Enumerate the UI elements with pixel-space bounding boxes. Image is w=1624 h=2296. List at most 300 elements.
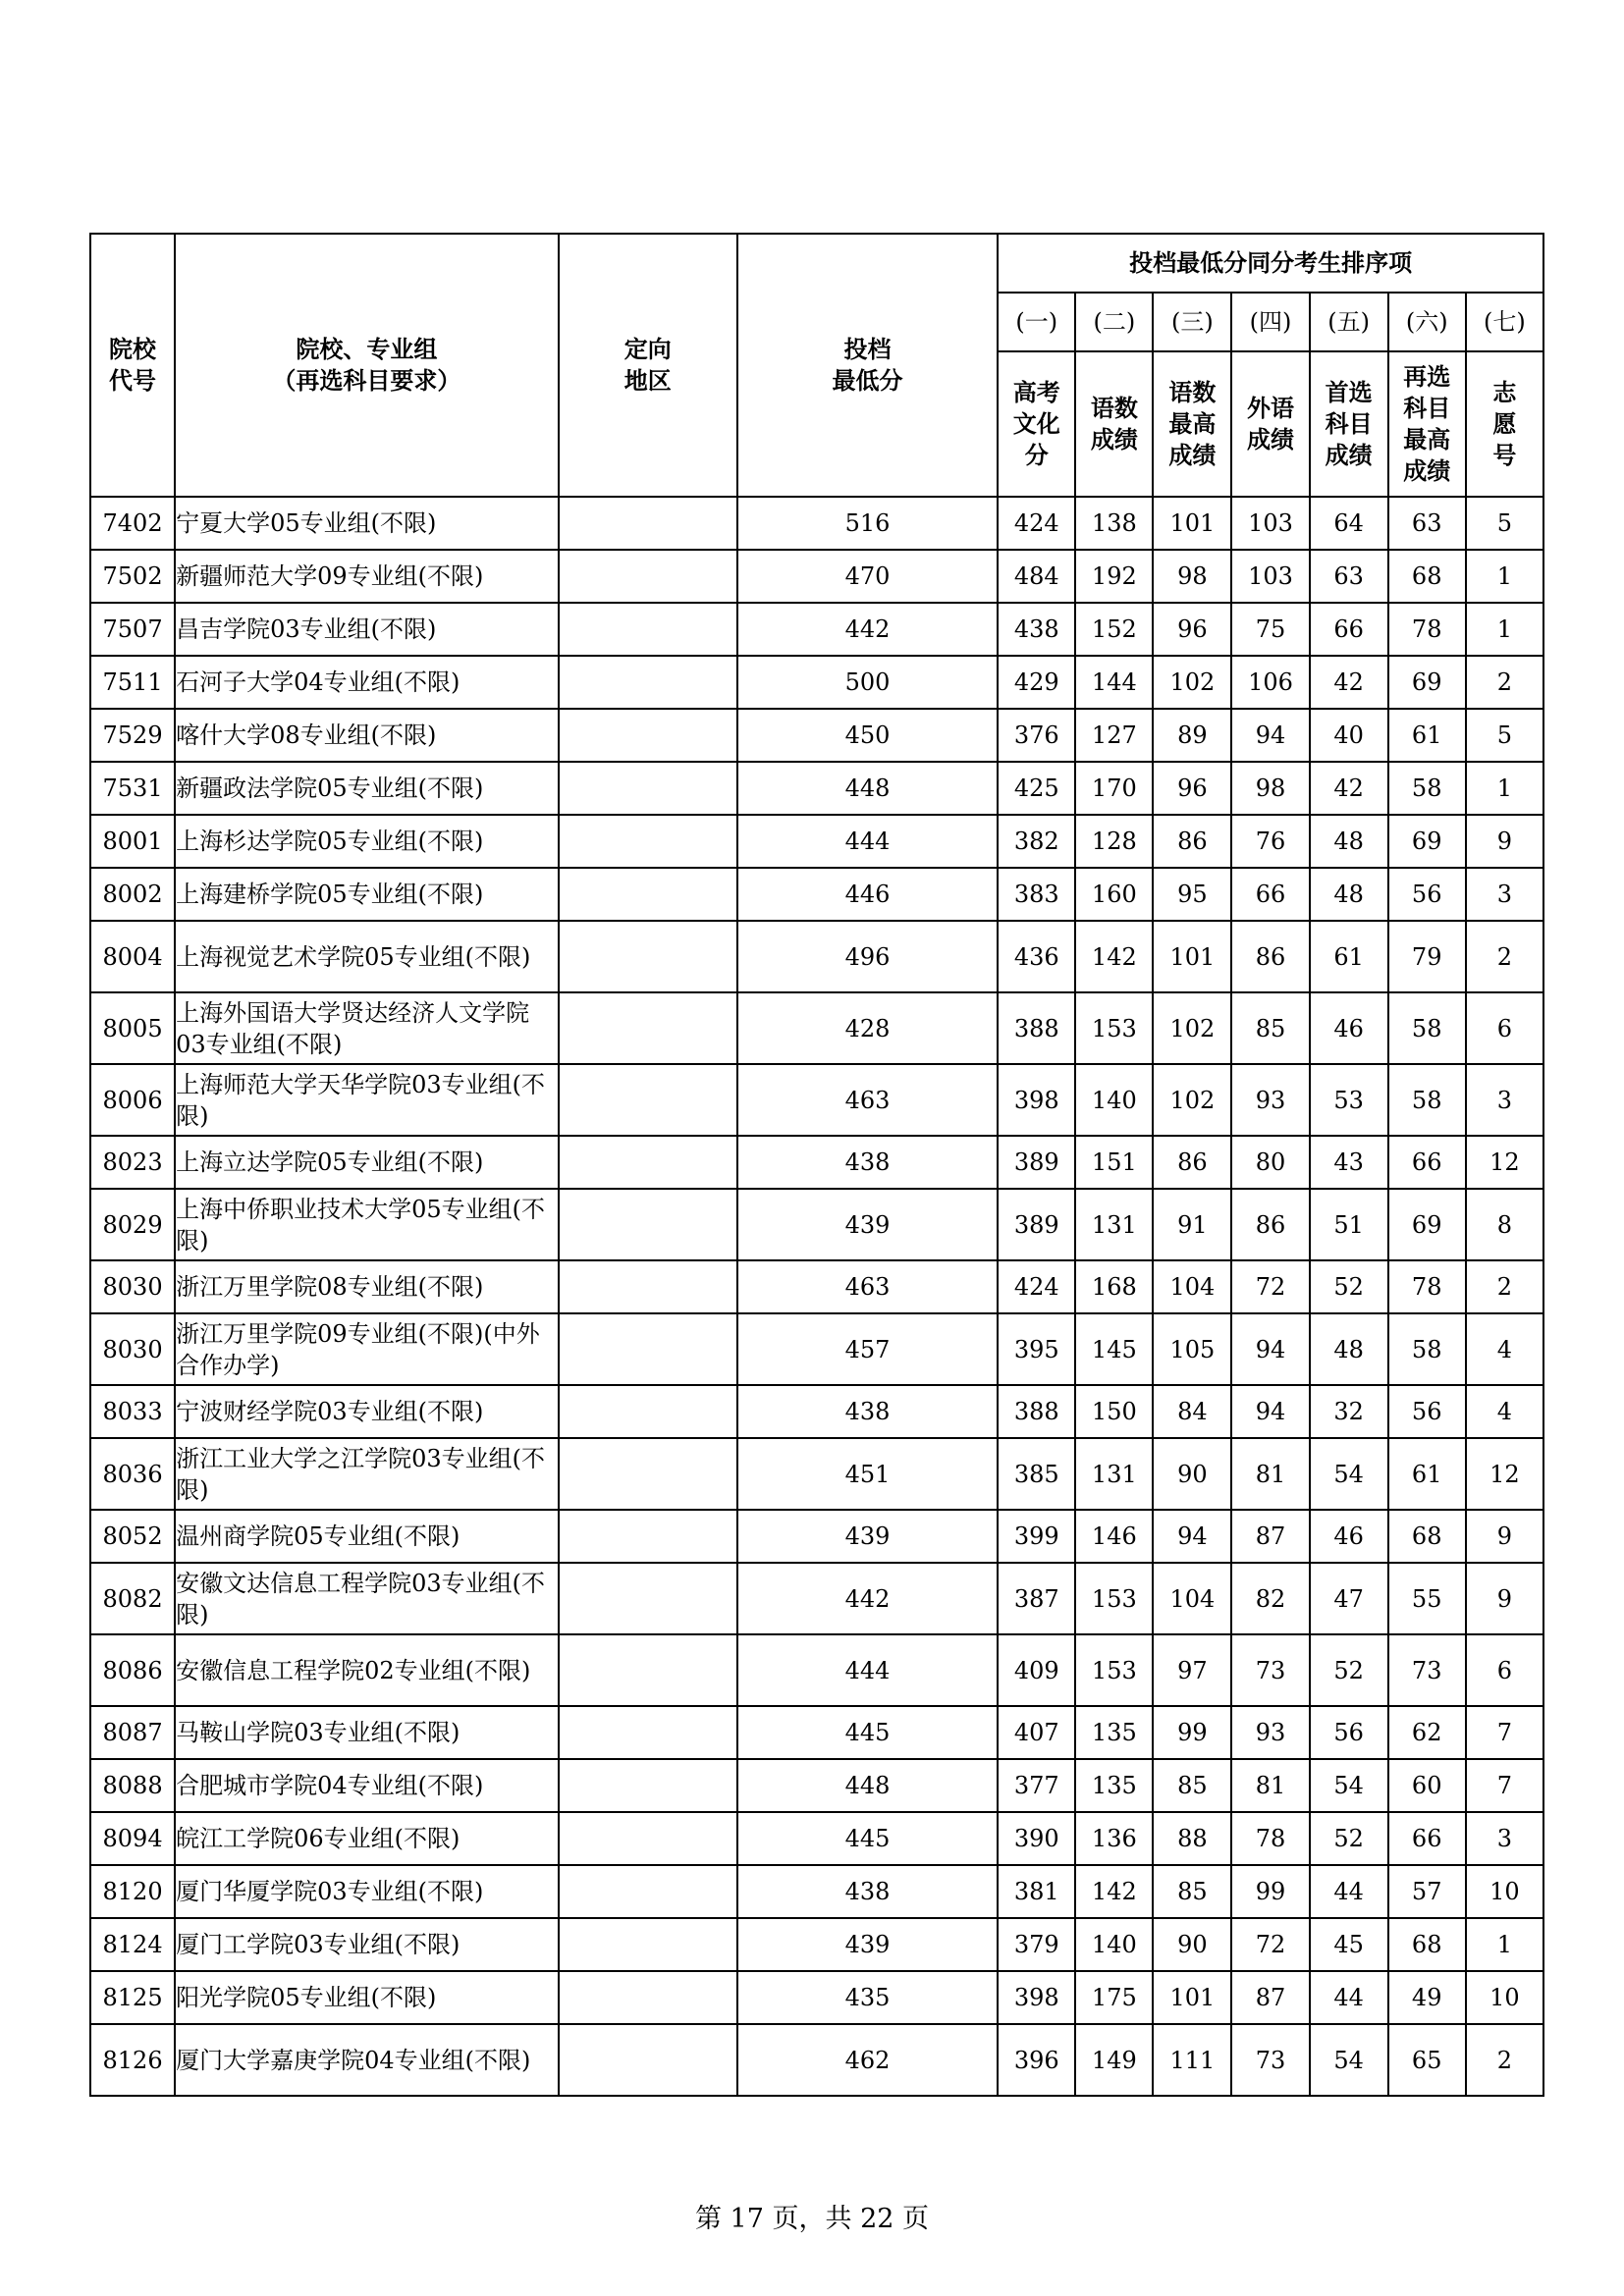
school-group-name-cell: 皖江工学院06专业组(不限) [175, 1812, 559, 1865]
rank-item-cell: 138 [1075, 497, 1153, 550]
table-row [90, 1918, 1543, 1971]
min-score-cell: 446 [737, 868, 998, 921]
rank-item-cell: 54 [1310, 1759, 1388, 1812]
region-cell [559, 815, 737, 868]
rank-item-cell: 4 [1466, 1313, 1543, 1385]
rank-item-cell: 1 [1466, 1918, 1543, 1971]
header-name-line2: （再选科目要求） [272, 367, 461, 395]
school-code-cell: 8023 [90, 1136, 175, 1189]
rank-item-cell: 54 [1310, 1438, 1388, 1510]
rank-item-cell: 66 [1310, 603, 1388, 656]
table-row [90, 1189, 1543, 1260]
rank-item-cell: 104 [1153, 1260, 1231, 1313]
rank-item-cell: 160 [1075, 868, 1153, 921]
school-code-cell: 7529 [90, 709, 175, 762]
region-cell [559, 709, 737, 762]
header-rank-label: 再选 科目 最高 成绩 [1388, 351, 1466, 497]
min-score-cell: 439 [737, 1510, 998, 1563]
min-score-cell: 439 [737, 1918, 998, 1971]
rank-item-cell: 56 [1388, 1385, 1466, 1438]
region-cell [559, 550, 737, 603]
table-row [90, 1385, 1543, 1438]
min-score-cell: 442 [737, 1563, 998, 1634]
rank-item-cell: 40 [1310, 709, 1388, 762]
rank-item-cell: 153 [1075, 1634, 1153, 1706]
school-code-cell: 8126 [90, 2024, 175, 2096]
school-group-name-cell: 阳光学院05专业组(不限) [175, 1971, 559, 2024]
school-code-cell: 7402 [90, 497, 175, 550]
school-code-cell: 8004 [90, 921, 175, 992]
rank-item-cell: 79 [1388, 921, 1466, 992]
rank-item-cell: 68 [1388, 550, 1466, 603]
admission-score-table [89, 233, 1544, 2097]
header-min-score: 投档 最低分 [737, 234, 998, 497]
min-score-cell: 463 [737, 1260, 998, 1313]
min-score-cell: 445 [737, 1706, 998, 1759]
rank-item-cell: 99 [1231, 1865, 1309, 1918]
rank-item-cell: 381 [998, 1865, 1075, 1918]
table-row [90, 1812, 1543, 1865]
school-group-name-cell: 上海外国语大学贤达经济人文学院03专业组(不限) [175, 992, 559, 1064]
table-row [90, 1313, 1543, 1385]
region-cell [559, 1759, 737, 1812]
rank-item-cell: 95 [1153, 868, 1231, 921]
rank-item-cell: 84 [1153, 1385, 1231, 1438]
rank-item-cell: 9 [1466, 1563, 1543, 1634]
rank-item-cell: 63 [1310, 550, 1388, 603]
rank-item-cell: 87 [1231, 1510, 1309, 1563]
rank-item-cell: 54 [1310, 2024, 1388, 2096]
rank-item-cell: 58 [1388, 1313, 1466, 1385]
rank-item-cell: 55 [1388, 1563, 1466, 1634]
rank-item-cell: 10 [1466, 1971, 1543, 2024]
school-group-name-cell: 厦门工学院03专业组(不限) [175, 1918, 559, 1971]
region-cell [559, 1634, 737, 1706]
table-row [90, 1563, 1543, 1634]
rank-item-cell: 389 [998, 1189, 1075, 1260]
header-name [175, 234, 559, 497]
rank-item-cell: 69 [1388, 1189, 1466, 1260]
rank-item-cell: 6 [1466, 1634, 1543, 1706]
region-cell [559, 1510, 737, 1563]
rank-item-cell: 144 [1075, 656, 1153, 709]
school-group-name-cell: 厦门华厦学院03专业组(不限) [175, 1865, 559, 1918]
rank-item-cell: 424 [998, 1260, 1075, 1313]
school-group-name-cell: 浙江万里学院08专业组(不限) [175, 1260, 559, 1313]
rank-item-cell: 379 [998, 1918, 1075, 1971]
table-row [90, 656, 1543, 709]
rank-item-cell: 44 [1310, 1865, 1388, 1918]
rank-item-cell: 398 [998, 1971, 1075, 2024]
rank-item-cell: 5 [1466, 709, 1543, 762]
rank-item-cell: 128 [1075, 815, 1153, 868]
rank-item-cell: 78 [1231, 1812, 1309, 1865]
rank-item-cell: 42 [1310, 762, 1388, 815]
rank-item-cell: 142 [1075, 1865, 1153, 1918]
school-group-name-cell: 上海中侨职业技术大学05专业组(不限) [175, 1189, 559, 1260]
rank-item-cell: 52 [1310, 1634, 1388, 1706]
school-code-cell: 8005 [90, 992, 175, 1064]
rank-item-cell: 93 [1231, 1064, 1309, 1136]
table-body [90, 497, 1543, 2096]
min-score-cell: 500 [737, 656, 998, 709]
rank-item-cell: 388 [998, 992, 1075, 1064]
rank-item-cell: 145 [1075, 1313, 1153, 1385]
rank-item-cell: 9 [1466, 815, 1543, 868]
rank-item-cell: 140 [1075, 1918, 1153, 1971]
rank-item-cell: 96 [1153, 603, 1231, 656]
rank-item-cell: 62 [1388, 1706, 1466, 1759]
school-code-cell: 8125 [90, 1971, 175, 2024]
rank-item-cell: 61 [1310, 921, 1388, 992]
min-score-cell: 451 [737, 1438, 998, 1510]
rank-item-cell: 377 [998, 1759, 1075, 1812]
rank-item-cell: 103 [1231, 497, 1309, 550]
rank-item-cell: 63 [1388, 497, 1466, 550]
region-cell [559, 1918, 737, 1971]
rank-item-cell: 93 [1231, 1706, 1309, 1759]
min-score-cell: 470 [737, 550, 998, 603]
school-group-name-cell: 新疆师范大学09专业组(不限) [175, 550, 559, 603]
region-cell [559, 1313, 737, 1385]
region-cell [559, 1865, 737, 1918]
rank-item-cell: 42 [1310, 656, 1388, 709]
rank-item-cell: 389 [998, 1136, 1075, 1189]
rank-item-cell: 5 [1466, 497, 1543, 550]
rank-item-cell: 425 [998, 762, 1075, 815]
table-row [90, 1706, 1543, 1759]
region-cell [559, 1971, 737, 2024]
header-ranking-group: 投档最低分同分考生排序项 [998, 234, 1543, 293]
rank-item-cell: 104 [1153, 1563, 1231, 1634]
rank-item-cell: 102 [1153, 992, 1231, 1064]
region-cell [559, 1706, 737, 1759]
min-score-cell: 438 [737, 1865, 998, 1918]
rank-item-cell: 12 [1466, 1136, 1543, 1189]
rank-item-cell: 388 [998, 1385, 1075, 1438]
rank-item-cell: 58 [1388, 992, 1466, 1064]
min-score-cell: 439 [737, 1189, 998, 1260]
page-footer: 第 17 页，共 22 页 [694, 2204, 930, 2234]
rank-item-cell: 64 [1310, 497, 1388, 550]
rank-item-cell: 3 [1466, 1812, 1543, 1865]
table-row [90, 550, 1543, 603]
region-cell [559, 656, 737, 709]
rank-item-cell: 385 [998, 1438, 1075, 1510]
rank-item-cell: 149 [1075, 2024, 1153, 2096]
rank-item-cell: 3 [1466, 868, 1543, 921]
table-row [90, 815, 1543, 868]
table-row [90, 1865, 1543, 1918]
rank-item-cell: 153 [1075, 992, 1153, 1064]
rank-item-cell: 45 [1310, 1918, 1388, 1971]
region-cell [559, 603, 737, 656]
rank-item-cell: 58 [1388, 762, 1466, 815]
rank-item-cell: 168 [1075, 1260, 1153, 1313]
school-group-name-cell: 上海建桥学院05专业组(不限) [175, 868, 559, 921]
header-rank-num: (五) [1310, 293, 1388, 351]
min-score-cell: 444 [737, 1634, 998, 1706]
region-cell [559, 1385, 737, 1438]
rank-item-cell: 102 [1153, 1064, 1231, 1136]
table-row [90, 762, 1543, 815]
rank-item-cell: 78 [1388, 603, 1466, 656]
rank-item-cell: 86 [1153, 815, 1231, 868]
rank-item-cell: 376 [998, 709, 1075, 762]
rank-item-cell: 8 [1466, 1189, 1543, 1260]
rank-item-cell: 3 [1466, 1064, 1543, 1136]
rank-item-cell: 90 [1153, 1438, 1231, 1510]
min-score-cell: 463 [737, 1064, 998, 1136]
rank-item-cell: 1 [1466, 762, 1543, 815]
rank-item-cell: 6 [1466, 992, 1543, 1064]
header-rank-num: (六) [1388, 293, 1466, 351]
table-row [90, 709, 1543, 762]
header-rank-num: (七) [1466, 293, 1543, 351]
rank-item-cell: 97 [1153, 1634, 1231, 1706]
header-name-line1: 院校、专业组 [296, 336, 438, 363]
school-group-name-cell: 上海杉达学院05专业组(不限) [175, 815, 559, 868]
table-row [90, 1260, 1543, 1313]
rank-item-cell: 60 [1388, 1759, 1466, 1812]
rank-item-cell: 409 [998, 1634, 1075, 1706]
region-cell [559, 497, 737, 550]
rank-item-cell: 68 [1388, 1510, 1466, 1563]
school-code-cell: 7511 [90, 656, 175, 709]
region-cell [559, 921, 737, 992]
header-rank-label: 语数 最高 成绩 [1153, 351, 1231, 497]
rank-item-cell: 58 [1388, 1064, 1466, 1136]
school-code-cell: 8030 [90, 1260, 175, 1313]
school-code-cell: 8001 [90, 815, 175, 868]
min-score-cell: 448 [737, 1759, 998, 1812]
rank-item-cell: 390 [998, 1812, 1075, 1865]
rank-item-cell: 89 [1153, 709, 1231, 762]
region-cell [559, 1064, 737, 1136]
rank-item-cell: 192 [1075, 550, 1153, 603]
school-group-name-cell: 安徽信息工程学院02专业组(不限) [175, 1634, 559, 1706]
rank-item-cell: 94 [1153, 1510, 1231, 1563]
header-rank-num: (四) [1231, 293, 1309, 351]
rank-item-cell: 73 [1231, 1634, 1309, 1706]
rank-item-cell: 75 [1231, 603, 1309, 656]
rank-item-cell: 46 [1310, 992, 1388, 1064]
school-group-name-cell: 厦门大学嘉庚学院04专业组(不限) [175, 2024, 559, 2096]
rank-item-cell: 2 [1466, 656, 1543, 709]
rank-item-cell: 438 [998, 603, 1075, 656]
rank-item-cell: 85 [1153, 1759, 1231, 1812]
rank-item-cell: 68 [1388, 1918, 1466, 1971]
rank-item-cell: 80 [1231, 1136, 1309, 1189]
rank-item-cell: 52 [1310, 1812, 1388, 1865]
rank-item-cell: 61 [1388, 709, 1466, 762]
rank-item-cell: 76 [1231, 815, 1309, 868]
rank-item-cell: 382 [998, 815, 1075, 868]
rank-item-cell: 9 [1466, 1510, 1543, 1563]
rank-item-cell: 2 [1466, 1260, 1543, 1313]
header-rank-num: (一) [998, 293, 1075, 351]
school-code-cell: 8088 [90, 1759, 175, 1812]
rank-item-cell: 90 [1153, 1918, 1231, 1971]
school-group-name-cell: 浙江工业大学之江学院03专业组(不限) [175, 1438, 559, 1510]
school-code-cell: 8002 [90, 868, 175, 921]
rank-item-cell: 44 [1310, 1971, 1388, 2024]
school-code-cell: 8120 [90, 1865, 175, 1918]
table-row [90, 1759, 1543, 1812]
rank-item-cell: 102 [1153, 656, 1231, 709]
school-group-name-cell: 喀什大学08专业组(不限) [175, 709, 559, 762]
school-group-name-cell: 昌吉学院03专业组(不限) [175, 603, 559, 656]
table-row [90, 1510, 1543, 1563]
table-row [90, 921, 1543, 992]
rank-item-cell: 152 [1075, 603, 1153, 656]
school-group-name-cell: 宁波财经学院03专业组(不限) [175, 1385, 559, 1438]
rank-item-cell: 101 [1153, 497, 1231, 550]
min-score-cell: 450 [737, 709, 998, 762]
table-row [90, 992, 1543, 1064]
school-code-cell: 8030 [90, 1313, 175, 1385]
rank-item-cell: 81 [1231, 1759, 1309, 1812]
rank-item-cell: 135 [1075, 1759, 1153, 1812]
rank-item-cell: 105 [1153, 1313, 1231, 1385]
rank-item-cell: 150 [1075, 1385, 1153, 1438]
rank-item-cell: 383 [998, 868, 1075, 921]
rank-item-cell: 78 [1388, 1260, 1466, 1313]
rank-item-cell: 1 [1466, 550, 1543, 603]
rank-item-cell: 395 [998, 1313, 1075, 1385]
header-rank-label: 首选 科目 成绩 [1310, 351, 1388, 497]
region-cell [559, 1260, 737, 1313]
school-group-name-cell: 上海立达学院05专业组(不限) [175, 1136, 559, 1189]
school-code-cell: 8087 [90, 1706, 175, 1759]
school-group-name-cell: 上海师范大学天华学院03专业组(不限) [175, 1064, 559, 1136]
rank-item-cell: 170 [1075, 762, 1153, 815]
school-code-cell: 8086 [90, 1634, 175, 1706]
rank-item-cell: 72 [1231, 1260, 1309, 1313]
min-score-cell: 435 [737, 1971, 998, 2024]
rank-item-cell: 101 [1153, 1971, 1231, 2024]
rank-item-cell: 98 [1231, 762, 1309, 815]
header-rank-label: 外语 成绩 [1231, 351, 1309, 497]
rank-item-cell: 175 [1075, 1971, 1153, 2024]
school-group-name-cell: 新疆政法学院05专业组(不限) [175, 762, 559, 815]
school-code-cell: 7502 [90, 550, 175, 603]
rank-item-cell: 91 [1153, 1189, 1231, 1260]
rank-item-cell: 2 [1466, 921, 1543, 992]
rank-item-cell: 94 [1231, 1313, 1309, 1385]
rank-item-cell: 53 [1310, 1064, 1388, 1136]
rank-item-cell: 131 [1075, 1189, 1153, 1260]
min-score-cell: 448 [737, 762, 998, 815]
school-code-cell: 8082 [90, 1563, 175, 1634]
min-score-cell: 496 [737, 921, 998, 992]
rank-item-cell: 153 [1075, 1563, 1153, 1634]
header-region: 定向 地区 [559, 234, 737, 497]
table-row [90, 1438, 1543, 1510]
rank-item-cell: 429 [998, 656, 1075, 709]
rank-item-cell: 51 [1310, 1189, 1388, 1260]
table-row [90, 1971, 1543, 2024]
rank-item-cell: 98 [1153, 550, 1231, 603]
table-row [90, 1136, 1543, 1189]
rank-item-cell: 48 [1310, 868, 1388, 921]
rank-item-cell: 43 [1310, 1136, 1388, 1189]
min-score-cell: 438 [737, 1136, 998, 1189]
school-group-name-cell: 石河子大学04专业组(不限) [175, 656, 559, 709]
rank-item-cell: 81 [1231, 1438, 1309, 1510]
header-code: 院校 代号 [90, 234, 175, 497]
rank-item-cell: 7 [1466, 1706, 1543, 1759]
school-group-name-cell: 宁夏大学05专业组(不限) [175, 497, 559, 550]
rank-item-cell: 69 [1388, 815, 1466, 868]
region-cell [559, 1438, 737, 1510]
rank-item-cell: 135 [1075, 1706, 1153, 1759]
min-score-cell: 516 [737, 497, 998, 550]
min-score-cell: 438 [737, 1385, 998, 1438]
table-row [90, 1064, 1543, 1136]
min-score-cell: 445 [737, 1812, 998, 1865]
rank-item-cell: 142 [1075, 921, 1153, 992]
rank-item-cell: 94 [1231, 709, 1309, 762]
header-rank-num: (三) [1153, 293, 1231, 351]
rank-item-cell: 398 [998, 1064, 1075, 1136]
rank-item-cell: 96 [1153, 762, 1231, 815]
rank-item-cell: 399 [998, 1510, 1075, 1563]
rank-item-cell: 407 [998, 1706, 1075, 1759]
school-group-name-cell: 温州商学院05专业组(不限) [175, 1510, 559, 1563]
rank-item-cell: 7 [1466, 1759, 1543, 1812]
region-cell [559, 1136, 737, 1189]
region-cell [559, 1189, 737, 1260]
header-rank-label: 语数 成绩 [1075, 351, 1153, 497]
school-code-cell: 8036 [90, 1438, 175, 1510]
rank-item-cell: 72 [1231, 1918, 1309, 1971]
school-code-cell: 8033 [90, 1385, 175, 1438]
rank-item-cell: 140 [1075, 1064, 1153, 1136]
rank-item-cell: 32 [1310, 1385, 1388, 1438]
rank-item-cell: 87 [1231, 1971, 1309, 2024]
rank-item-cell: 396 [998, 2024, 1075, 2096]
region-cell [559, 1563, 737, 1634]
rank-item-cell: 146 [1075, 1510, 1153, 1563]
rank-item-cell: 66 [1388, 1136, 1466, 1189]
min-score-cell: 428 [737, 992, 998, 1064]
rank-item-cell: 57 [1388, 1865, 1466, 1918]
table-row [90, 868, 1543, 921]
rank-item-cell: 1 [1466, 603, 1543, 656]
school-group-name-cell: 安徽文达信息工程学院03专业组(不限) [175, 1563, 559, 1634]
school-group-name-cell: 合肥城市学院04专业组(不限) [175, 1759, 559, 1812]
rank-item-cell: 66 [1231, 868, 1309, 921]
rank-item-cell: 387 [998, 1563, 1075, 1634]
rank-item-cell: 424 [998, 497, 1075, 550]
rank-item-cell: 111 [1153, 2024, 1231, 2096]
rank-item-cell: 73 [1388, 1634, 1466, 1706]
rank-item-cell: 88 [1153, 1812, 1231, 1865]
rank-item-cell: 4 [1466, 1385, 1543, 1438]
region-cell [559, 992, 737, 1064]
rank-item-cell: 10 [1466, 1865, 1543, 1918]
rank-item-cell: 101 [1153, 921, 1231, 992]
region-cell [559, 868, 737, 921]
table-row [90, 1634, 1543, 1706]
rank-item-cell: 85 [1231, 992, 1309, 1064]
rank-item-cell: 12 [1466, 1438, 1543, 1510]
rank-item-cell: 73 [1231, 2024, 1309, 2096]
school-code-cell: 8052 [90, 1510, 175, 1563]
school-code-cell: 8006 [90, 1064, 175, 1136]
rank-item-cell: 65 [1388, 2024, 1466, 2096]
